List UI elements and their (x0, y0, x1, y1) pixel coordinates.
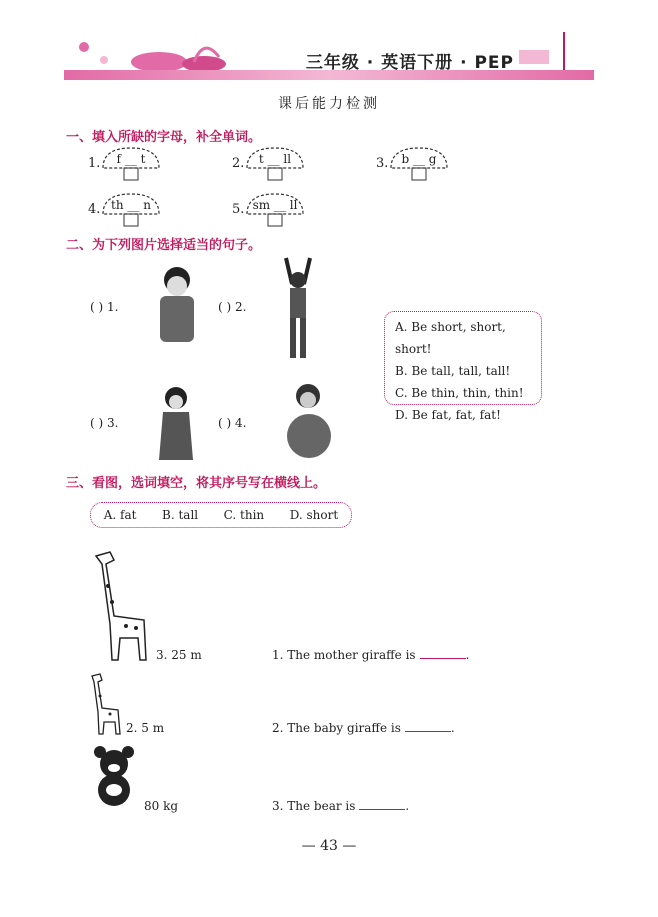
section1-heading: 一、填入所缺的字母，补全单词。 (66, 130, 262, 145)
answer-slot-4[interactable]: ( ) 4. (218, 416, 247, 430)
word-bank (90, 502, 352, 528)
word-blank[interactable]: t __ ll (258, 152, 292, 166)
mushroom-card (388, 146, 454, 182)
word-blank[interactable]: f __ t (116, 152, 146, 166)
header-banner (64, 22, 594, 84)
q2-number: 2. (232, 156, 245, 171)
section2-heading: 二、为下列图片选择适当的句子。 (66, 238, 262, 253)
mushroom-card (100, 146, 166, 182)
girl-thin-picture (155, 384, 197, 464)
page-number: — 43 — (301, 838, 357, 854)
mother-giraffe-height: 3. 25 m (156, 648, 202, 662)
child-short-picture (284, 380, 334, 460)
answer-blank-2[interactable] (405, 721, 451, 732)
sentence-1-text: 1. The mother giraffe is (272, 648, 416, 662)
word-blank[interactable]: sm __ ll (252, 198, 298, 212)
sentence-2-text: 2. The baby giraffe is (272, 721, 401, 735)
answer-blank-3[interactable] (359, 799, 405, 810)
page-title: 课后能力检测 (278, 96, 380, 112)
mushroom-card (244, 146, 310, 182)
boy-fat-picture (152, 262, 202, 346)
section3-heading: 三、看图，选词填空，将其序号写在横线上。 (66, 476, 327, 491)
mushroom-card (100, 192, 166, 228)
word-b: B. tall (162, 508, 199, 522)
q5-number: 5. (232, 202, 245, 217)
sentence-2: 2. The baby giraffe is . (272, 721, 455, 735)
bear-picture (90, 744, 138, 810)
baby-giraffe-picture (88, 672, 124, 736)
bear-weight: 80 kg (144, 799, 179, 813)
q1-number: 1. (88, 156, 101, 171)
mother-giraffe-picture (92, 546, 152, 662)
book-title: 三年级 · 英语下册 · PEP (305, 53, 514, 73)
word-blank[interactable]: b __ g (401, 152, 437, 166)
baby-giraffe-height: 2. 5 m (126, 721, 165, 735)
option-d: D. Be fat, fat, fat! (395, 408, 501, 422)
answer-slot-3[interactable]: ( ) 3. (90, 416, 119, 430)
word-c: C. thin (223, 508, 265, 522)
mushroom-card (244, 192, 310, 228)
sentence-3: 3. The bear is . (272, 799, 410, 813)
q3-number: 3. (376, 156, 389, 171)
sentence-1: 1. The mother giraffe is . (272, 648, 470, 662)
option-a: A. Be short, short, short! (395, 320, 506, 356)
answer-slot-2[interactable]: ( ) 2. (218, 300, 247, 314)
child-tall-picture (278, 256, 318, 360)
q4-number: 4. (88, 202, 101, 217)
sentence-3-text: 3. The bear is (272, 799, 356, 813)
option-b: B. Be tall, tall, tall! (395, 364, 511, 378)
word-blank[interactable]: th __ n (111, 198, 151, 212)
option-c: C. Be thin, thin, thin! (395, 386, 524, 400)
answer-slot-1[interactable]: ( ) 1. (90, 300, 119, 314)
word-d: D. short (289, 508, 339, 522)
sentence-options (384, 311, 542, 422)
word-a: A. fat (103, 508, 137, 522)
answer-blank-1[interactable] (420, 648, 466, 659)
